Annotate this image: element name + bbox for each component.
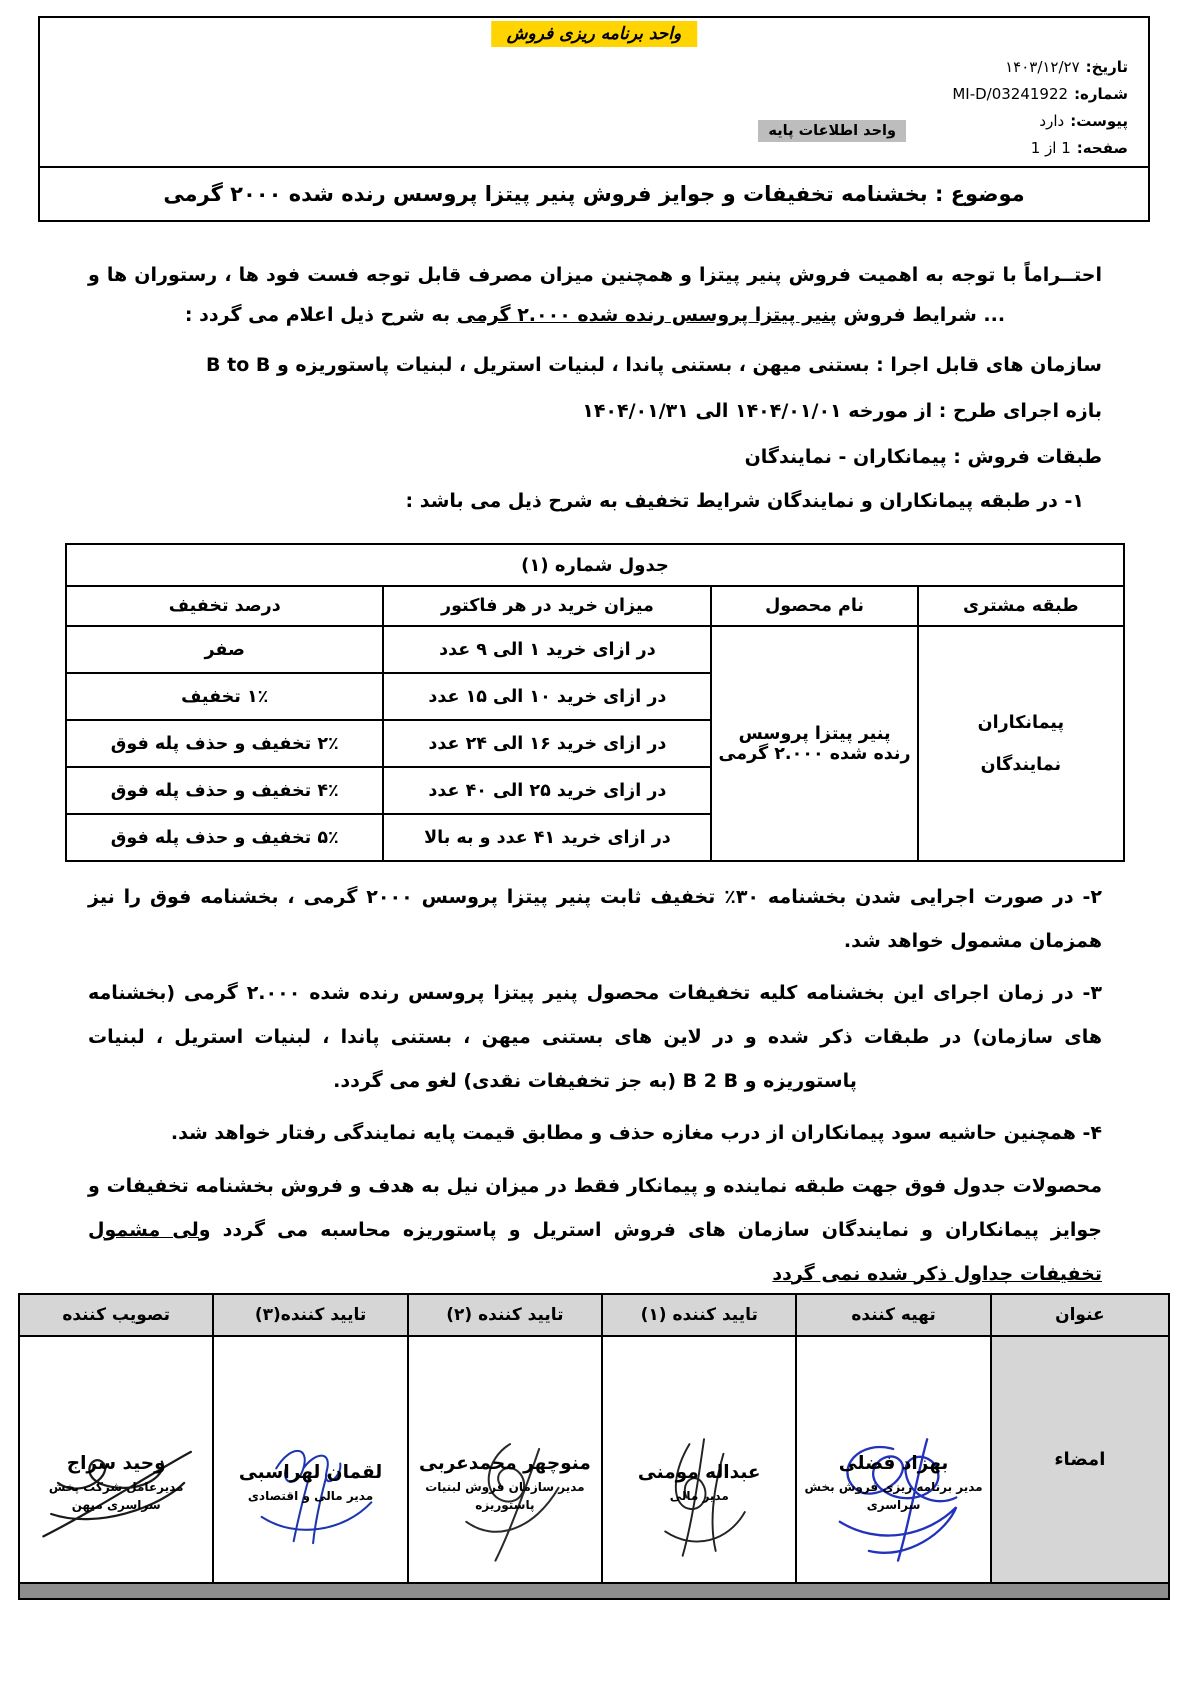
header-approver-3: تایید کننده(۳) (213, 1294, 407, 1336)
org-label: سازمان های قابل اجرا (890, 354, 1102, 376)
header-preparer: تهیه کننده (796, 1294, 990, 1336)
purchase-cell: در ازای خرید ۲۵ الی ۴۰ عدد (383, 767, 711, 814)
discount-cell: ۲٪ تخفیف و حذف پله فوق (66, 720, 383, 767)
letterhead (38, 16, 1150, 222)
sales-classes-line (88, 446, 1102, 468)
intro-text-2: به شرح ذیل اعلام می گردد : (184, 303, 457, 326)
customer-class-line-2: نمایندگان (980, 754, 1062, 775)
plan-period-line (88, 400, 1102, 422)
date-label: تاریخ: (1085, 58, 1128, 76)
closing-paragraph (88, 1165, 1102, 1296)
closing-underlined: ولی مشمول تخفیفات جداول ذکر شده نمی گردد (88, 1218, 1102, 1285)
discount-table (65, 543, 1125, 862)
signer-cell-preparer (796, 1336, 990, 1583)
signer-role: مدیر برنامه ریزی فروش بخش سراسری (804, 1480, 983, 1512)
discount-cell: ۵٪ تخفیف و حذف پله فوق (66, 814, 383, 861)
note-2: ۲- در صورت اجرایی شدن بخشنامه ۳۰٪ تخفیف ثابت پنیر پیتزا پروسس ۲۰۰۰ گرمی ، بخشنامه فوق را نیز همزمان مشمول خواهد شد. (88, 886, 1102, 952)
page-label: صفحه: (1076, 139, 1128, 157)
org-value: : بستنی میهن ، بستنی پاندا ، لبنیات استریل ، لبنیات پاستوریزه و B to B (206, 354, 891, 376)
footer-bar-row (19, 1583, 1169, 1599)
discount-cell: ۱٪ تخفیف (66, 673, 383, 720)
signature-table (18, 1293, 1170, 1600)
meta-number (952, 81, 1128, 108)
signer-name: منوچهر محمدعربی (418, 1453, 591, 1474)
intro-underlined-product: پنیر پیتزا پروسس رنده شده ۲.۰۰۰ گرمی (456, 303, 837, 326)
closing-text: محصولات جدول فوق جهت طبقه نماینده و پیمانکار فقط در میزان نیل به هدف و فروش بخشنامه تخفیفات و جوایز پیمانکاران و نمایندگان سازمان های فروش استریل و پاستوریزه محاسبه می گردد (88, 1175, 1103, 1241)
unit-title: واحد برنامه ریزی فروش (491, 21, 697, 47)
number-value: MI-D/03241922 (952, 85, 1069, 103)
table-row (66, 626, 1124, 673)
signer-name: عبداله مومنی (637, 1462, 761, 1483)
footer-bar (19, 1583, 1169, 1599)
purchase-cell: در ازای خرید ۱۰ الی ۱۵ عدد (383, 673, 711, 720)
classes-value: : پیمانکاران - نمایندگان (744, 446, 968, 468)
intro-paragraph (88, 256, 1102, 336)
signer-cell-approver-2 (408, 1336, 602, 1583)
signature-row (19, 1336, 1169, 1583)
period-label: بازه اجرای طرح (952, 400, 1102, 422)
signer-name: لقمان لهراسبی (238, 1462, 383, 1483)
signer-cell-approver-3 (213, 1336, 407, 1583)
table-title: جدول شماره (۱) (66, 544, 1124, 586)
date-value: ۱۴۰۳/۱۲/۲۷ (1005, 58, 1080, 76)
attachment-label: پیوست: (1070, 112, 1128, 130)
signer-name: بهزاد فضلی (838, 1453, 949, 1474)
number-label: شماره: (1074, 85, 1128, 103)
header-approver-2: تایید کننده (۲) (408, 1294, 602, 1336)
period-value: : از مورخه ۱۴۰۴/۰۱/۰۱ الی ۱۴۰۴/۰۱/۳۱ (582, 400, 953, 422)
signer-cell-approver-1 (602, 1336, 796, 1583)
notes-section (88, 876, 1102, 1296)
document-meta (952, 54, 1128, 162)
signer-role: مدیرعامل شرکت پخش سراسری میهن (48, 1480, 184, 1512)
classes-label: طبقات فروش (967, 446, 1102, 468)
page-value: 1 از 1 (1030, 139, 1071, 157)
header-discount-percent: درصد تخفیف (66, 586, 383, 626)
purchase-cell: در ازای خرید ۱۶ الی ۲۴ عدد (383, 720, 711, 767)
signer-cell-final-approver (19, 1336, 213, 1583)
header-purchase-amount: میزان خرید در هر فاکتور (383, 586, 711, 626)
table-title-row (66, 544, 1124, 586)
product-name-cell: پنیر پیتزا پروسس رنده شده ۲.۰۰۰ گرمی (711, 626, 917, 861)
signature-row-label: امضاء (991, 1336, 1169, 1583)
meta-date (952, 54, 1128, 81)
header-product-name: نام محصول (711, 586, 917, 626)
list-item-1: ۱- در طبقه پیمانکاران و نمایندگان شرایط تخفیف به شرح ذیل می باشد : (405, 490, 1084, 512)
signer-role: مدیر مالی و اقتصادی (247, 1489, 374, 1503)
header-final-approver: تصویب کننده (19, 1294, 213, 1336)
meta-page (952, 135, 1128, 162)
discount-cell: صفر (66, 626, 383, 673)
table-header-row (66, 586, 1124, 626)
subject-line: موضوع : بخشنامه تخفیفات و جوایز فروش پنیر پیتزا پروسس رنده شده ۲۰۰۰ گرمی (40, 166, 1148, 220)
purchase-cell: در ازای خرید ۴۱ عدد و به بالا (383, 814, 711, 861)
note-3: ۳- در زمان اجرای این بخشنامه کلیه تخفیفات محصول پنیر پیتزا پروسس رنده شده ۲.۰۰۰ گرمی (بخشنامه های سازمان) در طبقات ذکر شده و در لاین های بستنی میهن ، بستنی پاندا ، لبنیات استریل ، لبنیات پاستوریزه و B 2 B (به جز تخفیفات نقدی) لغو می گردد. (88, 982, 1103, 1092)
applicable-organizations-line (88, 354, 1102, 376)
header-approver-1: تایید کننده (۱) (602, 1294, 796, 1336)
discount-cell: ۴٪ تخفیف و حذف پله فوق (66, 767, 383, 814)
header-title-col: عنوان (991, 1294, 1169, 1336)
customer-class-line-1: پیمانکاران (977, 712, 1065, 733)
signer-role: مدیر مالی (669, 1489, 729, 1503)
attachment-value: دارد (1039, 112, 1065, 130)
purchase-cell: در ازای خرید ۱ الی ۹ عدد (383, 626, 711, 673)
signer-name: وحید سراج (66, 1453, 166, 1474)
base-info-unit-label: واحد اطلاعات پایه (758, 120, 906, 142)
meta-attachment (952, 108, 1128, 135)
signature-header-row (19, 1294, 1169, 1336)
intro-text-1: احتــراماً با توجه به اهمیت فروش پنیر پیتزا و همچنین میزان مصرف قابل توجه فست فود ها ، رستوران ها و ... شرایط فروش (88, 264, 1102, 326)
header-customer-class: طبقه مشتری (918, 586, 1124, 626)
note-4: ۴- همچنین حاشیه سود پیمانکاران از درب مغازه حذف و مطابق قیمت پایه نمایندگی رفتار خواهد شد. (170, 1122, 1102, 1145)
signer-role: مدیر سازمان فروش لبنیات پاستوریزه (425, 1480, 585, 1512)
customer-class-cell (918, 626, 1124, 861)
